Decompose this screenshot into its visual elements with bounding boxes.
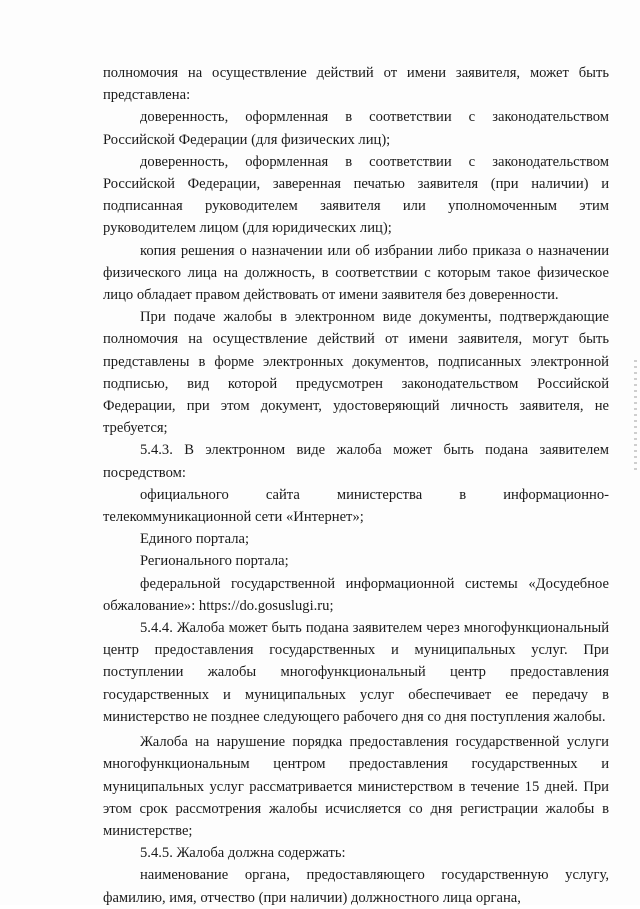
paragraph: Единого портала; — [140, 531, 250, 548]
paragraph: федеральной государственной информационной системы «Досудебное обжалование»: https://do.gosuslugi.ru; — [103, 575, 609, 614]
paragraph: доверенность, оформленная в соответствии с законодательством Российской Федерации (для физических лиц); — [103, 109, 609, 148]
scan-edge-marks — [634, 360, 637, 470]
paragraph: 5.4.5. Жалоба должна содержать: — [140, 845, 346, 862]
document-body — [103, 62, 609, 909]
paragraph: При подаче жалобы в электронном виде документы, подтверждающие полномочия на осуществление действий от имени заявителя, могут быть представлены в форме электронных документов, подписанных электронной подписью, вид которой предусмотрен законодательством Российской Федерации, при этом документ, удостоверяющий личность заявителя, не требуется; — [103, 309, 609, 437]
paragraph: 5.4.4. Жалоба может быть подана заявителем через многофункциональный центр предоставления государственных и муниципальных услуг. При поступлении жалобы многофункциональный центр предоставления государственных и муниципальных услуг обеспечивает ее передачу в министерство не позднее следующего рабочего дня со дня поступления жалобы. — [103, 620, 609, 725]
paragraph: официального сайта министерства в информационно-телекоммуникационной сети «Интернет»; — [103, 486, 609, 526]
paragraph: доверенность, оформленная в соответствии с законодательством Российской Федерации, заверенная печатью заявителя (при наличии) и подписанная руководителем заявителя или уполномоченным этим руководителем лицом (для юридических лиц); — [103, 153, 609, 237]
paragraph: наименование органа, предоставляющего государственную услугу, фамилию, имя, отчество (при наличии) должностного лица органа, — [103, 867, 609, 906]
paragraph: полномочия на осуществление действий от имени заявителя, может быть представлена: — [103, 65, 609, 104]
paragraph: копия решения о назначении или об избрании либо приказа о назначении физического лица на должность, в соответствии с которым такое физическое лицо обладает правом действовать от имени заявителя без доверенности. — [103, 242, 609, 304]
paragraph: Жалоба на нарушение порядка предоставления государственной услуги многофункциональным центром предоставления государственных и муниципальных услуг рассматривается министерством в течение 15 дней. При этом срок рассмотрения жалобы исчисляется со дня регистрации жалобы в министерстве; — [103, 734, 609, 839]
paragraph: Регионального портала; — [140, 553, 289, 570]
paragraph: 5.4.3. В электронном виде жалоба может быть подана заявителем посредством: — [103, 442, 609, 481]
